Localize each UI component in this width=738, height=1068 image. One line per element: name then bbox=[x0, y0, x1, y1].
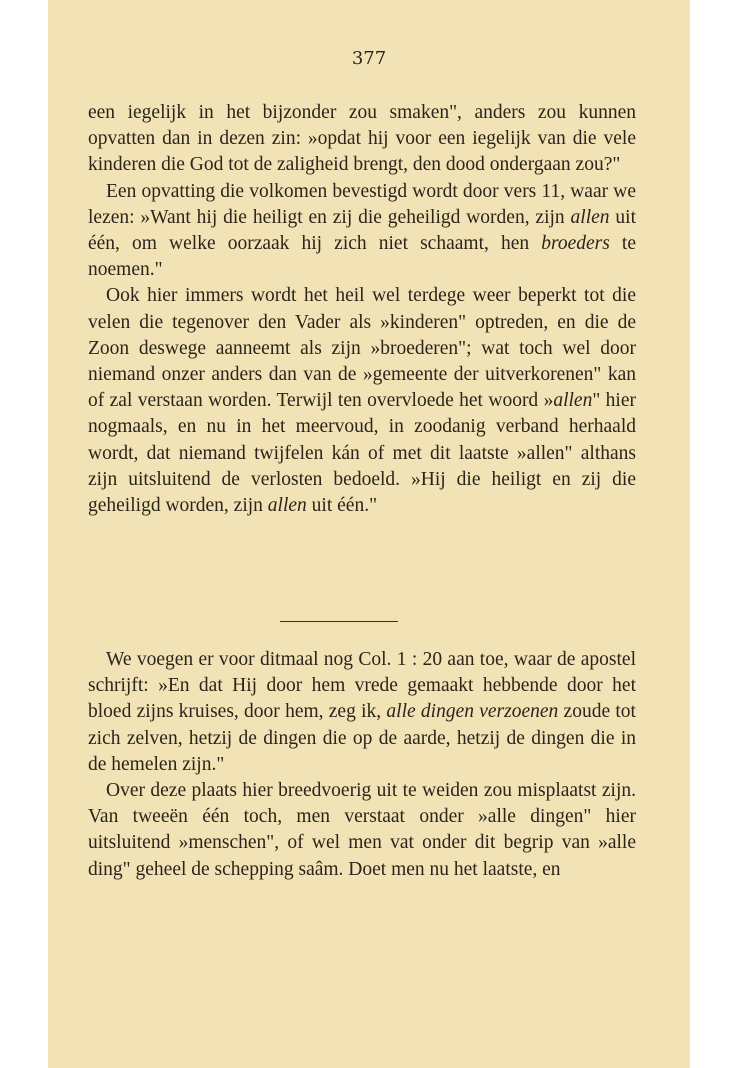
paragraph-2-text-a: Een opvatting die volkomen bevestigd wordt door vers 11, waar we lezen: »Want hij die heiligt en zij die geheiligd worden, zijn bbox=[88, 180, 636, 228]
paragraph-2 bbox=[88, 179, 636, 284]
emphasis-allen: allen bbox=[553, 390, 593, 412]
emphasis-allen: allen bbox=[267, 495, 307, 517]
paragraph-4-text-a: We voegen er voor ditmaal nog Col. 1 : 20 aan toe, waar de apostel schrijft: »En dat Hij door hem vrede gemaakt hebbende door het bloed zijns kruises, door hem, zeg ik, bbox=[88, 649, 636, 723]
emphasis-allen: allen bbox=[570, 206, 610, 228]
paragraph-3-text-a: Ook hier immers wordt het heil wel terdege weer beperkt tot die velen die tegenover den Vader als »kinderen" optreden, en die de Zoon deswege aanneemt als zijn »broederen"; wat toch wel door niemand onzer anders dan van de »gemeente der uitverkorenen" kan of zal verstaan worden. Terwijl ten overvloede het woord » bbox=[88, 285, 636, 412]
book-page bbox=[48, 0, 690, 1068]
paragraph-2-text-c: uit één, om welke oorzaak hij zich niet schaamt, hen bbox=[88, 206, 636, 255]
text-section-2 bbox=[88, 647, 636, 883]
paragraph-4-text-c: zoude tot zich zelven, hetzij de dingen die op de aarde, hetzij de dingen die in de hemelen zijn." bbox=[88, 701, 636, 775]
paragraph-4 bbox=[88, 647, 636, 778]
section-divider bbox=[280, 621, 398, 622]
paragraph-5: Over deze plaats hier breedvoerig uit te weiden zou misplaatst zijn. Van tweeën één toch, men verstaat onder »alle dingen" hier uitsluitend »menschen", of wel men vat onder dit begrip van »alle ding" geheel de schepping saâm. Doet men nu het laatste, en bbox=[88, 780, 636, 880]
emphasis-alle-dingen-verzoenen: alle dingen verzoenen bbox=[386, 701, 559, 723]
paragraph-3 bbox=[88, 283, 636, 519]
text-section-1 bbox=[88, 100, 636, 519]
emphasis-broeders: broeders bbox=[541, 233, 610, 255]
paragraph-3-text-e: uit één." bbox=[306, 495, 378, 517]
paragraph-3-text-c: " hier nogmaals, en nu in het meervoud, in zoodanig verband herhaald wordt, dat niemand twijfelen kán of met dit laatste »allen" althans zijn uitsluitend de verlosten bedoeld. »Hij die heiligt en zij die geheiligd worden, zijn bbox=[88, 390, 636, 517]
page-number: 377 bbox=[351, 48, 387, 69]
paragraph-1: een iegelijk in het bijzonder zou smaken", anders zou kunnen opvatten dan in dezen zin: »opdat hij voor een iegelijk van die vele kinderen die God tot de zaligheid brengt, den dood ondergaan zou?" bbox=[88, 102, 636, 176]
paragraph-2-text-e: te noemen." bbox=[88, 233, 636, 281]
